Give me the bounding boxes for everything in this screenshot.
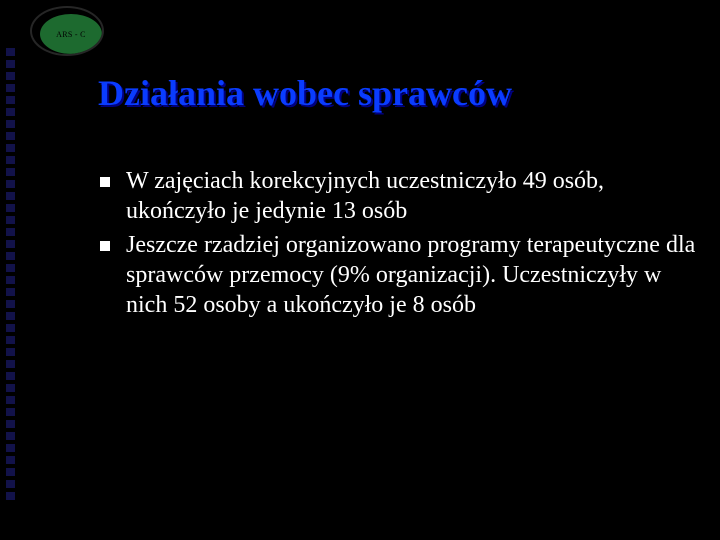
side-square <box>6 336 15 344</box>
side-square-strip <box>0 0 24 540</box>
side-square <box>6 108 15 116</box>
side-square <box>6 300 15 308</box>
side-square <box>6 480 15 488</box>
side-square <box>6 420 15 428</box>
side-square <box>6 96 15 104</box>
side-square <box>6 408 15 416</box>
side-square <box>6 132 15 140</box>
side-square <box>6 192 15 200</box>
side-square <box>6 276 15 284</box>
side-square <box>6 144 15 152</box>
side-square <box>6 120 15 128</box>
slide-title: Działania wobec sprawców <box>98 73 512 113</box>
side-square <box>6 396 15 404</box>
side-square <box>6 432 15 440</box>
side-square <box>6 384 15 392</box>
side-square <box>6 288 15 296</box>
side-square <box>6 60 15 68</box>
side-square <box>6 444 15 452</box>
side-square <box>6 252 15 260</box>
side-square <box>6 312 15 320</box>
bullet-text: W zajęciach korekcyjnych uczestniczyło 49 osób, ukończyło je jedynie 13 osób <box>126 168 605 224</box>
logo <box>30 6 104 56</box>
side-square <box>6 84 15 92</box>
square-bullet-icon <box>100 241 110 251</box>
side-square <box>6 348 15 356</box>
side-square <box>6 156 15 164</box>
side-square <box>6 264 15 272</box>
side-square <box>6 492 15 500</box>
side-square <box>6 48 15 56</box>
side-square <box>6 72 15 80</box>
side-square <box>6 324 15 332</box>
side-square <box>6 216 15 224</box>
side-square <box>6 204 15 212</box>
square-bullet-icon <box>100 177 110 187</box>
side-square <box>6 456 15 464</box>
side-square <box>6 240 15 248</box>
side-square <box>6 468 15 476</box>
bullet-text: Jeszcze rzadziej organizowano programy terapeutyczne dla sprawców przemocy (9% organizacji). Uczestniczyły w nich 52 osoby a ukończyło je 8 osób <box>126 232 696 318</box>
bullet-item <box>104 230 704 320</box>
side-square <box>6 168 15 176</box>
side-square <box>6 228 15 236</box>
logo-ellipse <box>40 14 102 54</box>
logo-text: ARS - C <box>56 29 86 39</box>
bullet-list <box>104 166 704 324</box>
side-square <box>6 360 15 368</box>
bullet-item <box>104 166 704 226</box>
side-square <box>6 372 15 380</box>
side-square <box>6 180 15 188</box>
